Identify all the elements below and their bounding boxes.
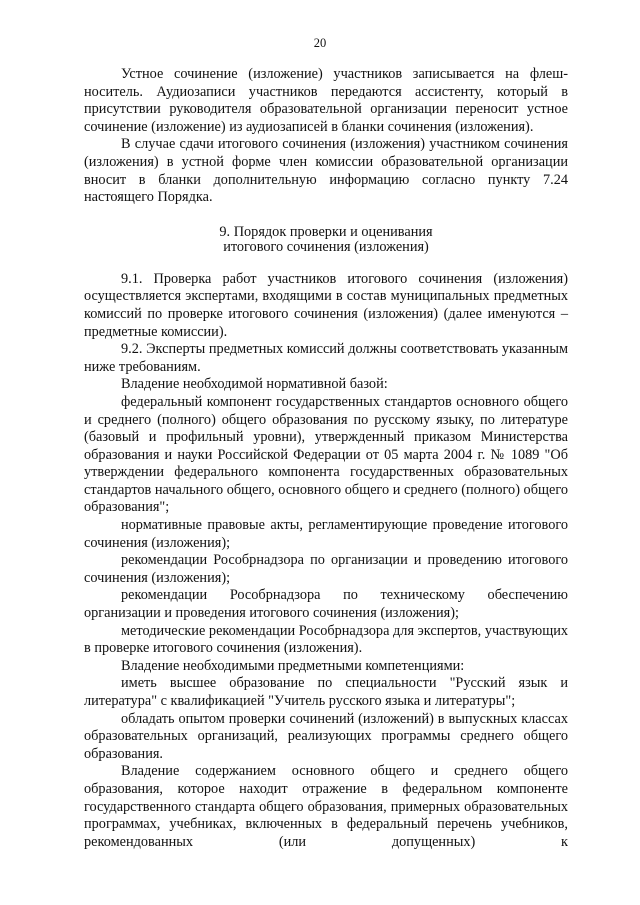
paragraph: В случае сдачи итогового сочинения (изложения) участником сочинения (изложения) в устной форме член комиссии образовательной организации вносит в бланки дополнительную информацию согласно пункту 7.24 настоящего Порядка. (84, 136, 568, 206)
paragraph: Устное сочинение (изложение) участников записывается на флеш-носитель. Аудиозаписи участников передаются ассистенту, который в присутствии руководителя образовательной организации переносит устное сочинение (изложение) из аудиозаписей в бланки сочинения (изложения). (84, 66, 568, 135)
section-heading-line: итогового сочинения (изложения) (223, 238, 429, 255)
paragraph: рекомендации Рособрнадзора по организации и проведению итогового сочинения (изложения); (84, 552, 568, 586)
section-heading (84, 225, 568, 255)
paragraph: иметь высшее образование по специальности "Русский язык и литература" с квалификацией "Учитель русского языка и литературы"; (84, 675, 568, 709)
page-number: 20 (313, 36, 327, 50)
paragraph: нормативные правовые акты, регламентирующие проведение итогового сочинения (изложения); (84, 517, 568, 551)
document-body (84, 66, 568, 851)
paragraph: Владение необходимыми предметными компетенциями: (121, 657, 465, 674)
paragraph: Владение содержанием основного общего и среднего общего образования, которое находит отражение в федеральном компоненте государственного стандарта общего образования, примерных образовательных программах, учебниках, включенных в федеральный перечень учебников, рекомендованных (или допущенных) к (84, 763, 568, 850)
paragraph: рекомендации Рособрнадзора по техническому обеспечению организации и проведения итогового сочинения (изложения); (84, 587, 568, 622)
paragraph: федеральный компонент государственных стандартов основного общего и среднего (полного) общего образования по русскому языку, по литературе (базовый и профильный уровни), утвержденный приказом Министерства образования и науки Российской Федерации от 05 марта 2004 г. № 1089 "Об утверждении федерального компонента государственных образовательных стандартов начального общего, основного общего и среднего (полного) общего образования"; (84, 393, 568, 516)
section-heading-line: 9. Порядок проверки и оценивания (219, 223, 433, 240)
paragraph: 9.2. Эксперты предметных комиссий должны соответствовать указанным ниже требованиям. (84, 341, 568, 375)
paragraph: Владение необходимой нормативной базой: (121, 376, 388, 393)
paragraph: методические рекомендации Рособрнадзора для экспертов, участвующих в проверке итогового сочинения (изложения). (84, 622, 568, 657)
paragraph: 9.1. Проверка работ участников итогового сочинения (изложения) осуществляется экспертами, входящими в состав муниципальных предметных комиссий по проверке итогового сочинения (изложения) (далее именуются – предметные комиссии). (84, 270, 568, 340)
paragraph: обладать опытом проверки сочинений (изложений) в выпускных классах образовательных организаций, реализующих программы среднего общего образования. (84, 710, 568, 762)
